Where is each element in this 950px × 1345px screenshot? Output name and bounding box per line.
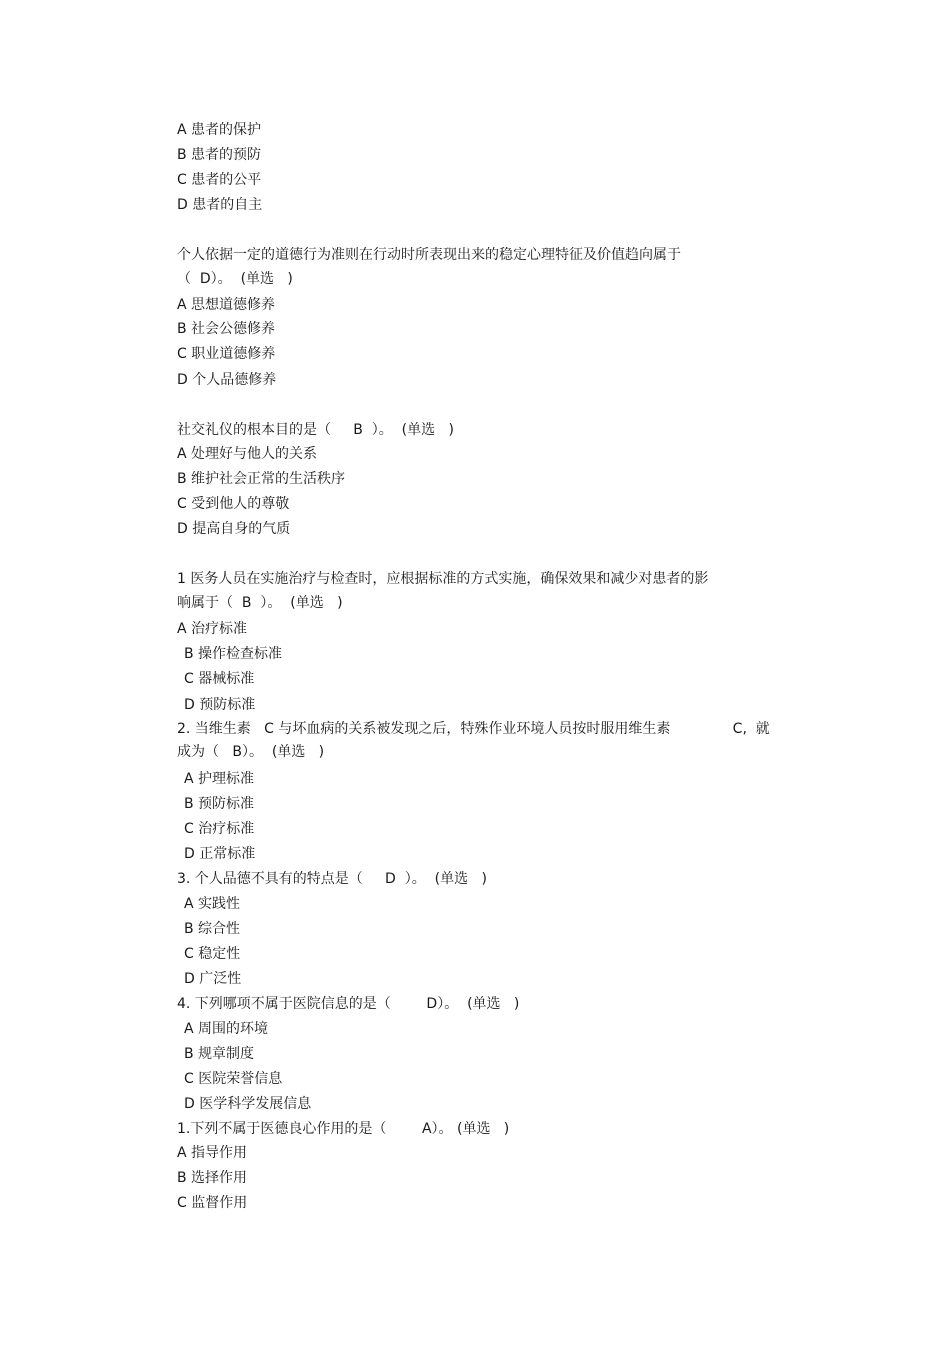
option-b: B 预防标准 [184,796,255,812]
question-answer: 响属于（ B ）。 (单选 ) [177,595,343,611]
option-d: D 患者的自主 [177,197,263,213]
option-b: B 维护社会正常的生活秩序 [177,471,346,487]
question-text: 1.下列不属于医德良心作用的是（ A）。 (单选 ) [177,1121,510,1137]
option-a: A 护理标准 [184,771,255,787]
option-b: B 社会公德修养 [177,321,276,337]
question-answer: 成为（ B）。 (单选 ) [177,744,325,760]
option-d: D 医学科学发展信息 [184,1096,312,1112]
option-a: A 实践性 [184,896,241,912]
option-c: C 患者的公平 [177,172,262,188]
option-d: D 广泛性 [184,971,242,987]
question-text: 1 医务人员在实施治疗与检查时，应根据标准的方式实施，确保效果和减少对患者的影 [177,571,709,587]
option-b: B 患者的预防 [177,147,262,163]
option-d: D 预防标准 [184,697,256,713]
option-c: C 医院荣誉信息 [184,1071,283,1087]
option-b: B 规章制度 [184,1046,255,1062]
option-b: B 综合性 [184,921,241,937]
option-c: C 受到他人的尊敬 [177,496,290,512]
option-d: D 正常标准 [184,846,256,862]
question-text: 社交礼仪的根本目的是（ B ）。 (单选 ) [177,422,454,438]
question-text: 个人依据一定的道德行为准则在行动时所表现出来的稳定心理特征及价值趋向属于 [177,247,681,263]
option-c: C 治疗标准 [184,821,255,837]
option-a: A 治疗标准 [177,621,248,637]
option-a: A 患者的保护 [177,122,262,138]
option-c: C 稳定性 [184,946,241,962]
option-d: D 个人品德修养 [177,372,277,388]
question-text: 3. 个人品德不具有的特点是（ D ）。 (单选 ) [177,871,487,887]
option-c: C 监督作用 [177,1195,248,1211]
option-d: D 提高自身的气质 [177,521,291,537]
option-b: B 选择作用 [177,1170,248,1186]
question-answer: （ D）。 (单选 ) [177,271,293,287]
option-a: A 指导作用 [177,1145,248,1161]
option-c: C 职业道德修养 [177,346,276,362]
question-text: 2. 当维生素 C 与坏血病的关系被发现之后，特殊作业环境人员按时服用维生素 C, 就 [177,721,770,737]
option-c: C 器械标准 [184,671,255,687]
question-text: 4. 下列哪项不属于医院信息的是（ D）。 (单选 ) [177,996,520,1012]
option-a: A 思想道德修养 [177,297,276,313]
option-b: B 操作检查标准 [184,646,283,662]
option-a: A 处理好与他人的关系 [177,446,318,462]
option-a: A 周围的环境 [184,1021,269,1037]
